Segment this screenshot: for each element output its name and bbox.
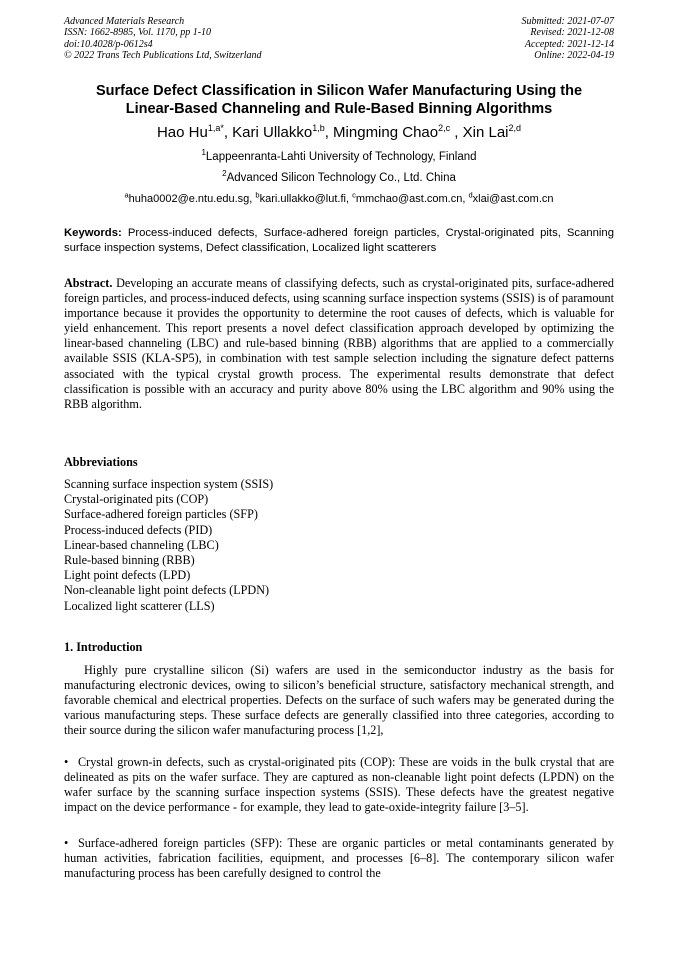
author-list (40, 124, 638, 142)
email-superscript: b (255, 190, 260, 200)
author-name: , Xin Lai (450, 124, 509, 141)
online-date: Online: 2022-04-19 (534, 50, 614, 62)
paper-title (40, 82, 638, 118)
list-item: Rule-based binning (RBB) (64, 553, 195, 568)
doi-info[interactable]: doi:10.4028/p-0612s4 (64, 38, 153, 50)
author-superscript: 2,c (438, 123, 451, 133)
author-name: , Kari Ullakko (223, 124, 313, 141)
bullet-point: • (64, 836, 69, 850)
affiliation-superscript: 2 (222, 169, 227, 179)
list-item: Light point defects (LPD) (64, 568, 191, 583)
author-superscript: 1,b (312, 123, 325, 133)
list-item: Scanning surface inspection system (SSIS) (64, 477, 274, 491)
email-address[interactable]: huha0002@e.ntu.edu.sg, (128, 193, 256, 205)
email-superscript: a (124, 190, 129, 200)
abbreviations-list (64, 477, 614, 614)
author-superscript: 2,d (508, 123, 522, 133)
list-item: Localized light scatterer (LLS) (64, 598, 215, 613)
list-item: Surface-adhered foreign particles (SFP) (64, 507, 258, 522)
accepted-date: Accepted: 2021-12-14 (524, 38, 614, 50)
intro-paragraph: Highly pure crystalline silicon (Si) wafers are used in the semiconductor industry as the basis for manufacturing electronic devices, owing to silicon’s beneficial structure, satisfactory mechanical strength, and favorable chemical and electrical properties. Defects on the surface of such wafers may be generated during the various manufacturing steps. These surface defects are generally classified into three categories, according to their source during the silicon wafer manufacturing process [1,2], (64, 663, 614, 738)
bullet-item-sfp (64, 836, 614, 881)
publication-dates (522, 16, 615, 62)
list-item: Non-cleanable light point defects (LPDN) (64, 583, 270, 598)
introduction-heading: 1. Introduction (64, 640, 143, 654)
revised-date: Revised: 2021-12-08 (530, 27, 614, 39)
abstract-block (64, 276, 614, 412)
email-address[interactable]: kari.ullakko@lut.fi, (259, 193, 353, 205)
keywords-label: Keywords: (64, 227, 122, 239)
affiliation-2 (40, 171, 638, 185)
email-superscript: d (468, 190, 473, 200)
affiliation-1 (40, 150, 638, 164)
abbreviations-heading: Abbreviations (64, 455, 138, 469)
title-line-1: Surface Defect Classification in Silicon Wafer Manufacturing Using the (95, 83, 583, 99)
issn-info: ISSN: 1662-8985, Vol. 1170, pp 1-10 (64, 27, 212, 39)
email-superscript: c (352, 190, 356, 200)
bullet-text: Crystal grown-in defects, such as crystal-originated pits (COP): These are voids in the bulk crystal that are delineated as pits on the wafer surface. They are captured as non-cleanable light point defects (LPDN) on the wafer surface by the scanning surface inspection systems (SSIS). These defects have the greatest negative impact on the device performance - for example, they lead to gate-oxide-integrity failure [3–5]. (64, 755, 614, 815)
author-emails (40, 192, 638, 206)
affiliation-text: Advanced Silicon Technology Co., Ltd. China (226, 172, 456, 184)
author-name: , Mingming Chao (324, 124, 439, 141)
keywords-block (64, 226, 614, 256)
email-address[interactable]: mmchao@ast.com.cn, (355, 193, 469, 205)
bullet-text: Surface-adhered foreign particles (SFP): These are organic particles or metal contaminants generated by human activities, fabrication facilities, equipment, and processes [6–8]. The contemporary silicon wafer manufacturing process has been carefully designed to control the (64, 836, 614, 881)
journal-info (64, 16, 262, 62)
abstract-label: Abstract. (64, 276, 113, 290)
keywords-text: Process-induced defects, Surface-adhered foreign particles, Crystal-originated pits, Scanning surface inspection systems, Defect classification, Localized light scatterers (64, 227, 614, 254)
bullet-item-cop (64, 755, 614, 815)
author-superscript: 1,a* (207, 123, 224, 133)
affiliation-superscript: 1 (201, 148, 206, 158)
list-item: Process-induced defects (PID) (64, 522, 213, 537)
submitted-date: Submitted: 2021-07-07 (521, 16, 614, 27)
copyright-info: © 2022 Trans Tech Publications Ltd, Switzerland (64, 50, 262, 62)
title-line-2: Linear-Based Channeling and Rule-Based Binning Algorithms (125, 101, 553, 117)
bullet-point: • (64, 755, 69, 769)
abstract-text: Developing an accurate means of classifying defects, such as crystal-originated pits, surface-adhered foreign particles, and process-induced defects, using scanning surface inspection systems (SSIS) is of paramount importance because it provides the opportunity to determine the root causes of defects, which is valuable for yield enhancement. This report presents a novel defect classification approach developed by optimizing the linear-based channeling (LBC) and rule-based binning (RBB) algorithms that are applied to a commercially available SSIS (KLA-SP5), in combination with test sample selection including the signature defect patterns associated with the typical crystal growth process. The experimental results demonstrate that defect classification is possible with an accuracy and purity above 80% using the LBC algorithm and 90% using the RBB algorithm. (64, 276, 615, 411)
author-name: Hao Hu (156, 124, 208, 141)
affiliation-text: Lappeenranta-Lahti University of Technology, Finland (205, 151, 477, 163)
list-item: Crystal-originated pits (COP) (64, 492, 209, 507)
journal-name: Advanced Materials Research (64, 16, 185, 27)
list-item: Linear-based channeling (LBC) (64, 537, 219, 552)
email-address[interactable]: xlai@ast.com.cn (472, 193, 554, 205)
